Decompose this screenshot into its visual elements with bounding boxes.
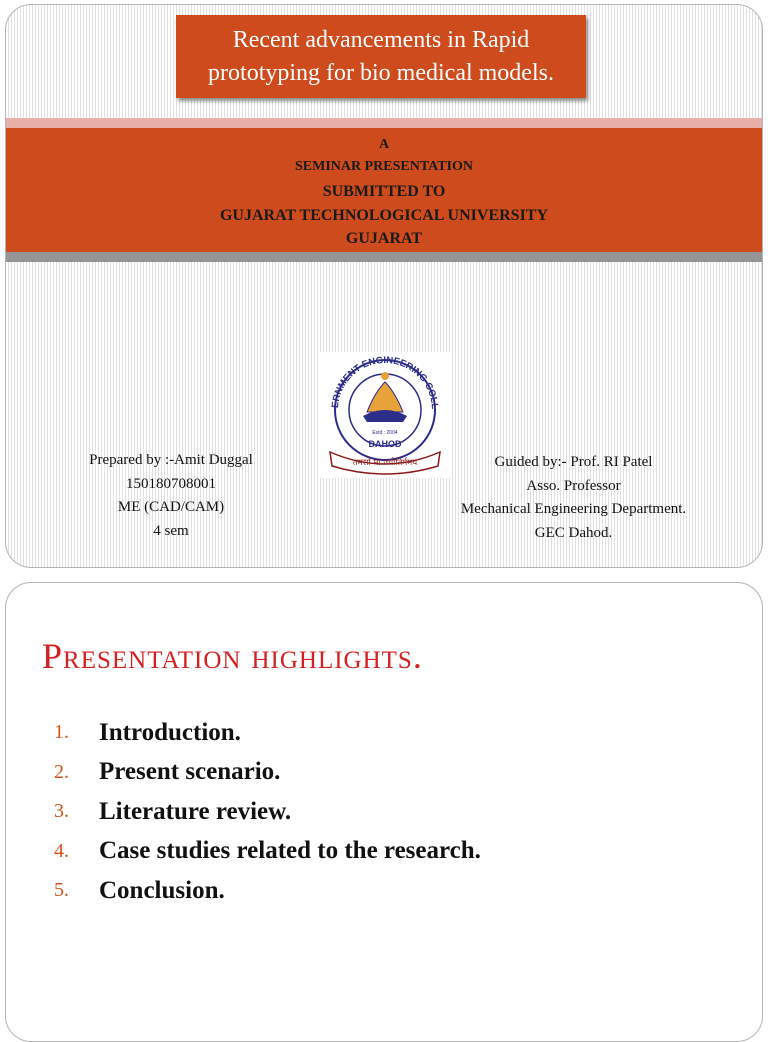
list-item-text: Literature review. — [99, 797, 292, 825]
header-band — [6, 128, 762, 252]
list-item — [54, 792, 481, 832]
prepared-by-enrollment: 150180708001 — [126, 475, 216, 492]
prepared-by-course: ME (CAD/CAM) — [117, 499, 225, 515]
highlights-list — [54, 713, 481, 911]
pink-divider-strip — [6, 118, 762, 128]
list-item — [54, 753, 481, 793]
highlights-slide — [5, 582, 763, 1042]
prepared-by-semester: 4 sem — [153, 522, 189, 539]
list-item-text: Present scenario. — [99, 758, 281, 786]
header-line-gujarat: GUJARAT — [345, 230, 423, 247]
logo-ring-text: ERNMENT ENGINEERING COLL — [329, 354, 441, 410]
header-line-university: GUJARAT TECHNOLOGICAL UNIVERSITY — [219, 207, 549, 224]
guided-by-college: GEC Dahod. — [534, 524, 613, 541]
slide-title-line-2: prototyping for bio medical models. — [208, 59, 554, 86]
slide-title-line-1: Recent advancements in Rapid — [232, 26, 530, 53]
list-item-number: 2. — [54, 760, 69, 783]
guided-by-name: Guided by:- Prof. RI Patel — [494, 454, 653, 470]
gray-divider-strip — [6, 252, 762, 262]
prepared-by-block — [81, 449, 261, 543]
slide-title — [208, 24, 554, 90]
guided-by-designation: Asso. Professor — [526, 477, 621, 494]
slide-title-box — [176, 15, 586, 98]
list-item — [54, 832, 481, 872]
guided-by-block — [431, 451, 716, 545]
list-item — [54, 871, 481, 911]
list-item-number: 4. — [54, 839, 69, 862]
list-item-text: Case studies related to the research. — [99, 837, 481, 865]
prepared-by-name: Prepared by :-Amit Duggal — [89, 452, 253, 468]
header-line-submitted: SUBMITTED TO — [322, 183, 446, 200]
list-item-number: 3. — [54, 800, 69, 823]
guided-by-department: Mechanical Engineering Department. — [460, 501, 687, 517]
title-slide — [5, 4, 763, 568]
logo-motto: तमसो मा ज्योतिर्गमय — [352, 458, 418, 468]
header-line-a: A — [378, 137, 390, 152]
list-item-number: 5. — [54, 879, 69, 902]
list-item-number: 1. — [54, 721, 69, 744]
header-line-seminar: SEMINAR PRESENTATION — [294, 159, 473, 174]
list-item — [54, 713, 481, 753]
list-item-text: Conclusion. — [99, 876, 225, 904]
logo-bottom-text: DAHOD — [368, 439, 402, 449]
list-item-text: Introduction. — [99, 718, 241, 746]
logo-small-text: Estd : 2004 — [372, 430, 398, 436]
highlights-title: Presentation highlights. — [42, 636, 423, 676]
